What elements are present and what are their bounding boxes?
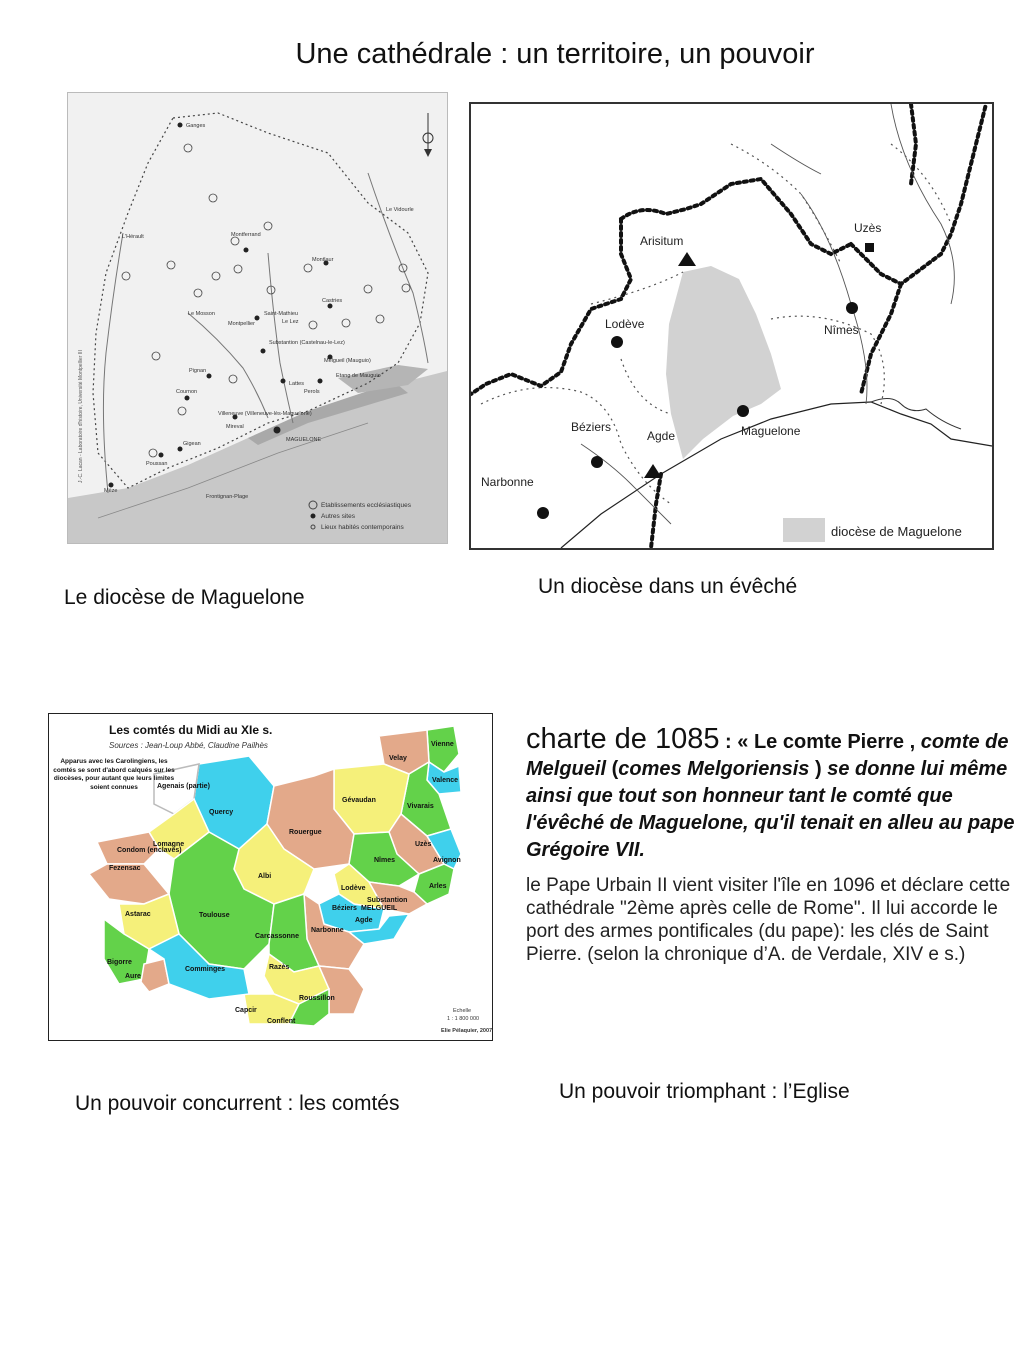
map3-author: Elie Pélaquier, 2007	[441, 1028, 492, 1034]
caption-map1: Le diocèse de Maguelone	[64, 586, 305, 609]
map3-region: Roussillon	[299, 995, 335, 1002]
map2-legend: diocèse de Maguelone	[831, 524, 962, 539]
map1-place: Gigean	[183, 441, 201, 447]
map3-region: Narbonne	[311, 927, 344, 934]
map3-title: Les comtés du Midi au XIe s.	[109, 723, 273, 737]
map2-place: Uzès	[854, 221, 882, 235]
map3-region: Quercy	[209, 809, 234, 816]
map3-region: Valence	[432, 777, 459, 784]
map3-region: Substantion	[367, 897, 408, 904]
map1-place: Poussan	[146, 461, 168, 467]
map3-region: Uzès	[415, 841, 432, 848]
map3-region: Fezensac	[109, 865, 141, 872]
map1-place: Pignan	[189, 368, 207, 374]
map3-region: Gévaudan	[342, 797, 376, 804]
map3-region: Albi	[258, 873, 272, 880]
map1-place: Melgueil (Mauguio)	[324, 358, 371, 364]
charter-sep: :	[719, 731, 738, 753]
charter-paren-close: )	[815, 758, 822, 780]
map1-place: Villeneuve (Villeneuve-lès-Maguelone)	[218, 411, 312, 417]
map1-credit: J.-C. Lacan - Laboratoire d'histoire, Université Montpellier III	[78, 350, 84, 483]
caption-map2: Un diocèse dans un évêché	[538, 575, 798, 598]
map1-place: Le Mosson	[188, 311, 215, 317]
map1-place: L'Hérault	[122, 234, 144, 240]
charter-text	[526, 723, 1016, 966]
map-diocese-maguelone	[67, 92, 448, 544]
charter-paren-open: (	[611, 758, 619, 780]
map3-note: Apparus avec les Carolingiens, les comtés se sont d'abord calqués sur les diocèses, pour autant que leurs limites soient connues	[53, 758, 175, 791]
map3-region: Arles	[429, 883, 447, 890]
map3-region: Condom (enclaves)	[117, 847, 182, 854]
map3-region: Toulouse	[199, 912, 230, 919]
map3-region: Béziers	[332, 905, 357, 912]
map1-place: MAGUELONE	[286, 437, 322, 443]
caption-text: Un pouvoir triomphant : l’Eglise	[559, 1080, 850, 1103]
charter-latin-title: comes Melgoriensis	[618, 758, 815, 780]
map1-place: Le Vidourle	[386, 207, 414, 213]
map1-place: Saint-Mathieu	[264, 311, 298, 317]
map3-region: Velay	[389, 755, 407, 762]
map1-place: Le Lez	[282, 319, 299, 325]
map3-region: Carcassonne	[255, 933, 299, 940]
map3-region: Bigorre	[107, 959, 132, 966]
map1-place: Substantion (Castelnau-le-Lez)	[269, 340, 345, 346]
map1-drawing	[68, 93, 447, 543]
map3-region: Rouergue	[289, 829, 322, 836]
map3-region: Razès	[269, 964, 290, 971]
map3-region: Agenais (partie)	[157, 783, 210, 790]
map1-place: Mireval	[226, 424, 244, 430]
map2-drawing	[471, 104, 992, 548]
map2-place: Maguelone	[741, 424, 801, 438]
map3-region: Capcir	[235, 1007, 257, 1014]
map3-region: Comminges	[185, 966, 226, 973]
map1-place: Montpellier	[228, 321, 255, 327]
caption-map3: Un pouvoir concurrent : les comtés	[75, 1092, 400, 1115]
map2-place: Nîmes	[824, 323, 859, 337]
charter-count-title: comte de Melgueil	[526, 731, 1009, 780]
map2-place: Béziers	[571, 420, 612, 434]
map3-region: Conflent	[267, 1018, 296, 1025]
map3-region: Agde	[355, 917, 373, 924]
map3-region: Lomagne	[153, 841, 185, 848]
map2-place: Agde	[647, 429, 676, 443]
map3-drawing	[49, 714, 492, 1040]
charter-body: le Pape Urbain II vient visiter l'île en 1096 et déclare cette cathédrale "2ème après celle de Rome". Il lui accorde le port des armes pontificales (du pape): les clés de Saint Pierre. (selon la chronique d’A. de Verdale, XIV e s.)	[526, 875, 1011, 965]
map1-place: Castries	[322, 298, 343, 304]
map3-region: Vivarais	[407, 803, 434, 810]
map3-region: Astarac	[125, 911, 151, 918]
charter-quote-mark: «	[737, 731, 754, 753]
map1-legend-item: Etablissements ecclésiastiques	[321, 502, 411, 509]
charter-quote-body: se donne lui même ainsi que tout son honneur tant le comté que l'évêché de Maguelone, qu'il tenait en alleu au pape Grégoire VII.	[526, 758, 1015, 861]
map1-place: Lattes	[289, 381, 304, 387]
map1-place: Perols	[304, 389, 320, 395]
map3-region: Aure	[125, 973, 141, 980]
map1-place: Montlaur	[312, 257, 334, 263]
map1-legend-item: Autres sites	[321, 513, 355, 520]
map3-scale-label: Echelle	[453, 1008, 472, 1014]
map1-legend-item: Lieux habités contemporains	[321, 524, 404, 531]
map1-place: Montferrand	[231, 232, 261, 238]
map-diocese-bishopric	[469, 102, 994, 550]
page-title: Une cathédrale : un territoire, un pouvoir	[295, 38, 815, 70]
map2-place: Lodève	[605, 317, 645, 331]
map1-place: Mèze	[104, 488, 118, 494]
map3-region: Avignon	[433, 857, 461, 864]
map1-place: Etang de Mauguio	[336, 373, 381, 379]
map3-region: Lodève	[341, 885, 366, 892]
map3-sources: Sources : Jean-Loup Abbé, Claudine Pailhès	[109, 741, 268, 750]
map2-place: Narbonne	[481, 475, 534, 489]
charter-lead: charte de 1085	[526, 723, 720, 755]
map1-place: Frontignan-Plage	[206, 494, 249, 500]
map3-scale: 1 : 1 800 000	[447, 1016, 480, 1022]
map1-place: Cournon	[176, 389, 198, 395]
map3-region: Vienne	[431, 741, 454, 748]
map1-place: Ganges	[186, 123, 206, 129]
map3-region: Nîmes	[374, 857, 396, 864]
map-counties	[48, 713, 493, 1041]
map2-place: Arisitum	[640, 234, 684, 248]
map3-region: MELGUEIL	[361, 905, 398, 912]
charter-count-name: Le comte Pierre ,	[753, 731, 916, 753]
